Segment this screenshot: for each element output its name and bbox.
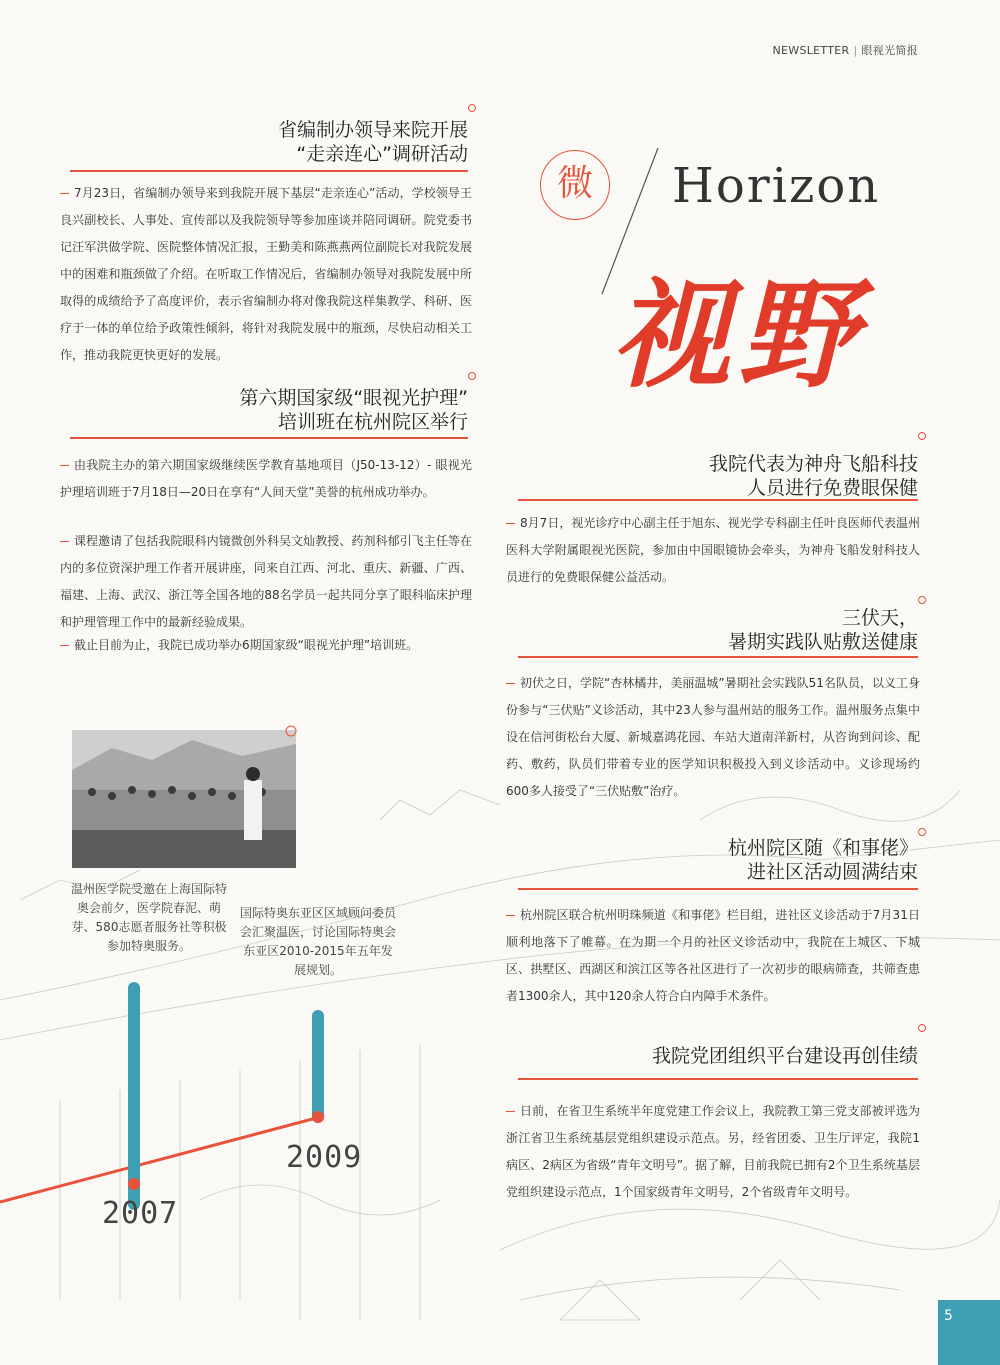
title-line: 第六期国家级“眼视光护理” [239,387,468,409]
title-line: “走亲连心”调研活动 [296,143,468,165]
heading-underline [70,437,468,439]
article-3-title [620,452,918,500]
paragraph: 由我院主办的第六期国家级继续医学教育基地项目（J50-13-12）- 眼视光护理培训班于7月18日—20日在享有“人间天堂”美誉的杭州成功举办。 [60,458,472,499]
title-line: 三伏天， [841,607,918,629]
article-5-body [506,902,920,1010]
article-5-title [620,836,918,884]
title-line: 我院党团组织平台建设再创佳绩 [651,1045,918,1067]
paragraph: 杭州院区联合杭州明珠频道《和事佬》栏目组，进社区义诊活动于7月31日顺利地落下了帷幕。在为期一个月的社区义诊活动中，我院在上城区、下城区、拱墅区、西湖区和滨江区等各社区进行了一次初步的眼病筛查，共筛查患者1300余人，其中120余人符合白内障手术条件。 [506,908,920,1003]
page-number: 5 [938,1300,1000,1365]
timeline-graphic [0,980,500,1240]
heading-underline [518,1078,918,1080]
heading-underline [518,499,918,501]
paragraph: 7月23日，省编制办领导来到我院开展下基层“走亲连心”活动，学校领导王良兴副校长、人事处、宣传部以及我院领导等参加座谈并陪同调研。院党委书记汪军洪做学院、医院整体情况汇报，王勤美和陈燕燕两位副院长对我院发展中的困难和瓶颈做了介绍。在听取工作情况后，省编制办领导对我院发展中所取得的成绩给予了高度评价，表示省编制办将对像我院这样集教学、科研、医疗于一体的单位给予政策性倾斜，将针对我院发展中的瓶颈，尽快启动相关工作，推动我院更快更好的发展。 [60,186,472,362]
article-6-body [506,1098,920,1206]
heading-underline [518,888,918,890]
masthead-circle: 微 [540,150,610,220]
paragraph: 截止目前为止，我院已成功举办6期国家级“眼视光护理”培训班。 [74,638,419,652]
event-photo [72,730,296,868]
heading-dot [918,432,926,440]
title-line: 杭州院区随《和事佬》 [727,837,918,859]
title-line: 我院代表为神舟飞船科技 [708,453,918,475]
article-2-body [60,632,472,659]
article-2-body [60,528,472,636]
timeline-caption-2007: 温州医学院受邀在上海国际特奥会前夕，医学院春泥、萌芽、580志愿者服务社等积极参加特奥服务。 [70,882,227,953]
paragraph: 8月7日，视光诊疗中心副主任于旭东、视光学专科副主任叶良医师代表温州医科大学附属眼视光医院，参加由中国眼镜协会牵头，为神舟飞船发射科技人员进行的免费眼保健公益活动。 [506,516,920,584]
timeline-year-2007: 2007 [102,1196,179,1231]
masthead-big-title: 视野 [612,265,865,404]
title-line: 人员进行免费眼保健 [746,477,918,499]
heading-underline [70,170,468,172]
article-1-title [200,118,468,166]
paragraph: 初伏之日，学院“杏林橘井，美丽温城”暑期社会实践队51名队员，以义工身份参与“三伏贴”义诊活动，其中23人参与温州站的服务工作。温州服务点集中设在信河街松台大厦、新城嘉鸿花园、车站大道南洋新村，从咨询到问诊、配药、敷药，队员们带着专业的医学知识积极投入到义诊活动中。义诊现场约600多人接受了“三伏贴敷”治疗。 [506,676,920,798]
title-line: 进社区活动圆满结束 [746,861,918,883]
heading-underline [518,656,918,658]
header-separator: | [853,44,858,57]
masthead-horizon: Horizon [672,158,881,214]
photo-corner-dot [284,724,298,738]
heading-dot [468,104,476,112]
event-photo-image [72,730,296,868]
title-line: 省编制办领导来院开展 [277,119,468,141]
timeline-node [312,1111,324,1123]
newsletter-header [773,42,918,58]
timeline-year-2009: 2009 [286,1140,363,1175]
newsletter-subtitle: 眼视光简报 [861,44,918,57]
timeline-node [128,1178,140,1190]
title-line: 暑期实践队贴敷送健康 [727,631,918,653]
article-3-body [506,510,920,591]
paragraph: 课程邀请了包括我院眼科内镜微创外科吴文灿教授、药剂科郁引飞主任等在内的多位资深护理工作者开展讲座，同来自江西、河北、重庆、新疆、广西、福建、上海、武汉、浙江等全国各地的88名学员一起共同分享了眼科临床护理和护理管理工作中的最新经验成果。 [60,534,472,629]
heading-dot [918,1024,926,1032]
article-1-body [60,180,472,369]
heading-dot [918,828,926,836]
heading-dot [468,372,476,380]
article-4-body [506,670,920,805]
newsletter-brand: NEWSLETTER [772,44,850,57]
article-6-title [560,1044,918,1068]
paragraph: 日前，在省卫生系统半年度党建工作会议上，我院教工第三党支部被评选为浙江省卫生系统基层党组织建设示范点。另，经省团委、卫生厅评定，我院1病区、2病区为省级“青年文明号”。据了解，目前我院已拥有2个卫生系统基层党组织建设示范点，1个国家级青年文明号，2个省级青年文明号。 [506,1104,920,1199]
article-2-title [150,386,468,434]
article-2-body [60,452,472,506]
article-4-title [620,606,918,654]
timeline-caption-2009: 国际特奥东亚区区域顾问委员会汇聚温医，讨论国际特奥会东亚区2010-2015年五年发展规划。 [239,906,396,977]
heading-dot [918,596,926,604]
title-line: 培训班在杭州院区举行 [277,411,468,433]
